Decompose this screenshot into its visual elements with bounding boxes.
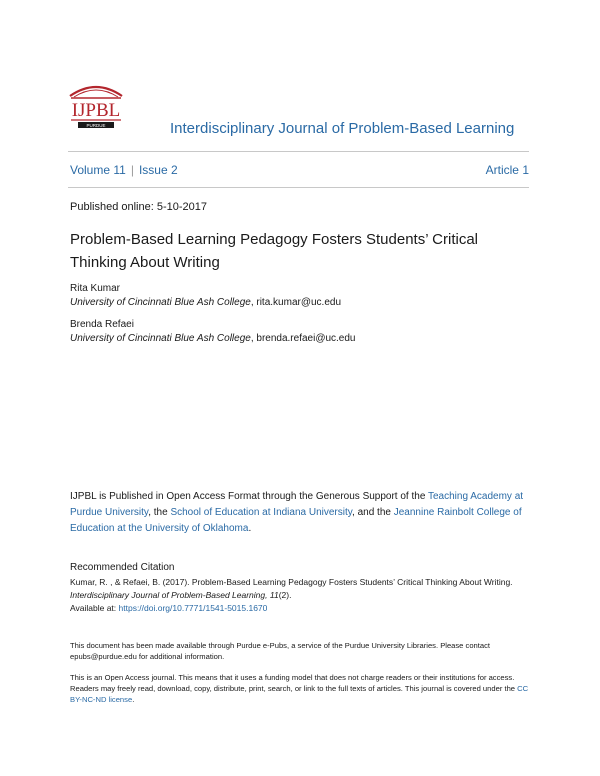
published-date: Published online: 5-10-2017 [70,201,207,213]
open-access-text: . [132,695,135,704]
author-name: Brenda Refaei [70,319,134,330]
epubs-notice: This document has been made available through Purdue e-Pubs, a service of the Purdue University Libraries. Please contact epubs@purdue.edu for additional information. [70,641,490,661]
doi-link[interactable]: https://doi.org/10.7771/1541-5015.1670 [118,603,268,613]
support-text: IJPBL is Published in Open Access Format through the Generous Support of the [70,491,428,502]
support-text: , the [148,507,171,518]
author-affiliation: University of Cincinnati Blue Ash College [70,297,251,308]
article-link[interactable]: Article 1 [485,163,529,177]
volume-link[interactable]: Volume 11 [70,163,126,177]
volume-issue [70,163,178,177]
license-link[interactable]: CC BY-NC-ND license [70,684,529,704]
author-1 [70,282,341,310]
citation-journal: Interdisciplinary Journal of Problem-Based Learning, 11 [70,590,279,600]
author-email: , brenda.refaei@uc.edu [250,333,356,344]
author-name: Rita Kumar [70,283,121,294]
citation-text [70,576,530,615]
open-access-text: This is an Open Access journal. This means that it uses a funding model that does not charge readers or their institutions for access. Readers may freely read, download, copy, distribute, print, search, or link to the full texts of articles. This journal is covered under the [70,673,518,693]
author-2 [70,318,356,346]
teaching-academy-link[interactable]: Teaching Academy at Purdue University [70,491,524,518]
citation-issue: (2). [278,590,292,600]
header-divider [68,151,529,152]
header-divider-bottom [68,187,529,188]
journal-title[interactable]: Interdisciplinary Journal of Problem-Based Learning [170,120,515,137]
logo-graphic [68,80,124,132]
logo-text: IJPBL [71,100,121,121]
author-email: , rita.kumar@uc.edu [250,297,342,308]
citation-body: Kumar, R. , & Refaei, B. (2017). Problem-Based Learning Pedagogy Fosters Students’ Critical Thinking About Writing. [70,577,513,587]
support-text: , and the [352,507,394,518]
separator: | [130,163,134,177]
recommended-citation-heading: Recommended Citation [70,562,175,573]
ijpbl-logo [68,80,124,132]
author-affiliation: University of Cincinnati Blue Ash College [70,333,251,344]
support-statement [70,489,530,537]
school-of-education-link[interactable]: School of Education at Indiana University [170,507,353,518]
rainbolt-college-link[interactable]: Jeannine Rainbolt College of Education at the University of Oklahoma [70,507,522,534]
issue-link[interactable]: Issue 2 [138,163,178,177]
available-label: Available at: [70,603,119,613]
logo-subtext: PURDUE [86,123,106,128]
open-access-notice [70,672,530,705]
article-title: Problem-Based Learning Pedagogy Fosters Students’ Critical Thinking About Writing [70,231,478,271]
support-text: . [248,523,252,534]
